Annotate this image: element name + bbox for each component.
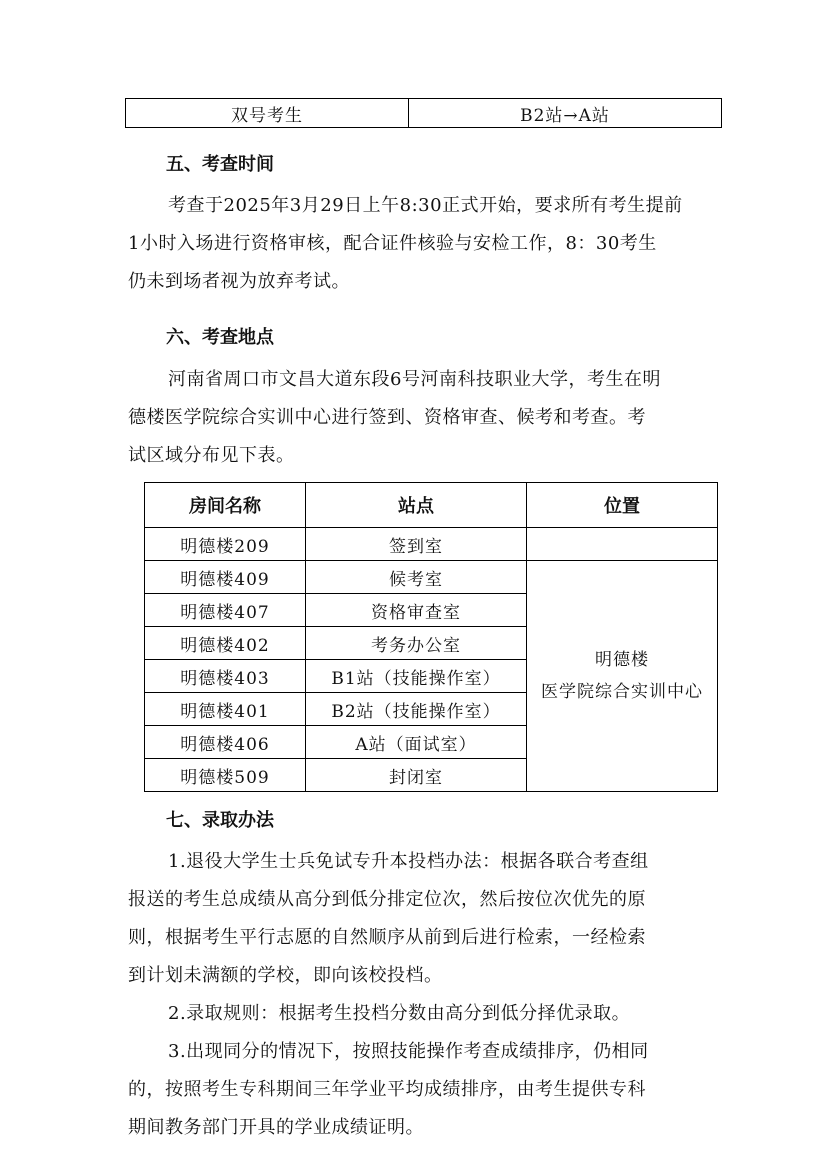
room-cell: 明德楼401	[145, 693, 306, 726]
header-room: 房间名称	[145, 483, 306, 528]
room-cell: 明德楼407	[145, 594, 306, 627]
location-cell	[527, 561, 718, 792]
station-cell: A站（面试室）	[306, 726, 527, 759]
location-line: 明德楼	[595, 650, 649, 670]
text-line: 试区域分布见下表。	[128, 445, 295, 466]
section6-paragraph	[128, 361, 713, 475]
table-row	[126, 99, 722, 128]
text-line: 1小时入场进行资格审核，配合证件核验与安检工作，8：30考生	[128, 233, 657, 254]
route-cell: B2站→A站	[409, 99, 722, 128]
text-line: 德楼医学院综合实训中心进行签到、资格审查、候考和考查。考	[128, 407, 646, 428]
section-heading-admission: 七、录取办法	[166, 810, 274, 831]
header-station: 站点	[306, 483, 527, 528]
text-line: 1.退役大学生士兵免试专升本投档办法：根据各联合考查组	[168, 851, 649, 872]
table-row	[145, 561, 718, 594]
table-row	[145, 528, 718, 561]
group-cell: 双号考生	[126, 99, 409, 128]
room-cell: 明德楼409	[145, 561, 306, 594]
location-cell-empty	[527, 528, 718, 561]
room-cell: 明德楼406	[145, 726, 306, 759]
section5-paragraph	[128, 187, 713, 301]
room-cell: 明德楼403	[145, 660, 306, 693]
text-line: 考查于2025年3月29日上午8:30正式开始，要求所有考生提前	[168, 195, 683, 216]
text-line: 2.录取规则：根据考生投档分数由高分到低分择优录取。	[168, 1003, 631, 1024]
station-cell: 候考室	[306, 561, 527, 594]
room-cell: 明德楼209	[145, 528, 306, 561]
section7-paragraphs	[128, 843, 713, 1147]
text-line: 3.出现同分的情况下，按照技能操作考查成绩排序，仍相同	[168, 1041, 649, 1062]
station-cell: 资格审查室	[306, 594, 527, 627]
room-cell: 明德楼509	[145, 759, 306, 792]
station-cell: B2站（技能操作室）	[306, 693, 527, 726]
text-line: 河南省周口市文昌大道东段6号河南科技职业大学，考生在明	[168, 369, 661, 390]
station-cell: B1站（技能操作室）	[306, 660, 527, 693]
station-cell: 封闭室	[306, 759, 527, 792]
room-cell: 明德楼402	[145, 627, 306, 660]
text-line: 报送的考生总成绩从高分到低分排定位次，然后按位次优先的原	[128, 889, 646, 910]
station-cell: 签到室	[306, 528, 527, 561]
station-cell: 考务办公室	[306, 627, 527, 660]
section-heading-time: 五、考查时间	[166, 154, 274, 175]
text-line: 期间教务部门开具的学业成绩证明。	[128, 1117, 424, 1138]
text-line: 则，根据考生平行志愿的自然顺序从前到后进行检索，一经检索	[128, 927, 646, 948]
site-table	[144, 482, 718, 792]
section-heading-location: 六、考查地点	[166, 327, 274, 348]
table-header-row	[145, 483, 718, 528]
text-line: 到计划未满额的学校，即向该校投档。	[128, 965, 443, 986]
text-line: 的，按照考生专科期间三年学业平均成绩排序，由考生提供专科	[128, 1079, 646, 1100]
route-table	[125, 98, 722, 128]
location-line: 医学院综合实训中心	[541, 682, 703, 702]
header-location: 位置	[527, 483, 718, 528]
text-line: 仍未到场者视为放弃考试。	[128, 271, 350, 292]
